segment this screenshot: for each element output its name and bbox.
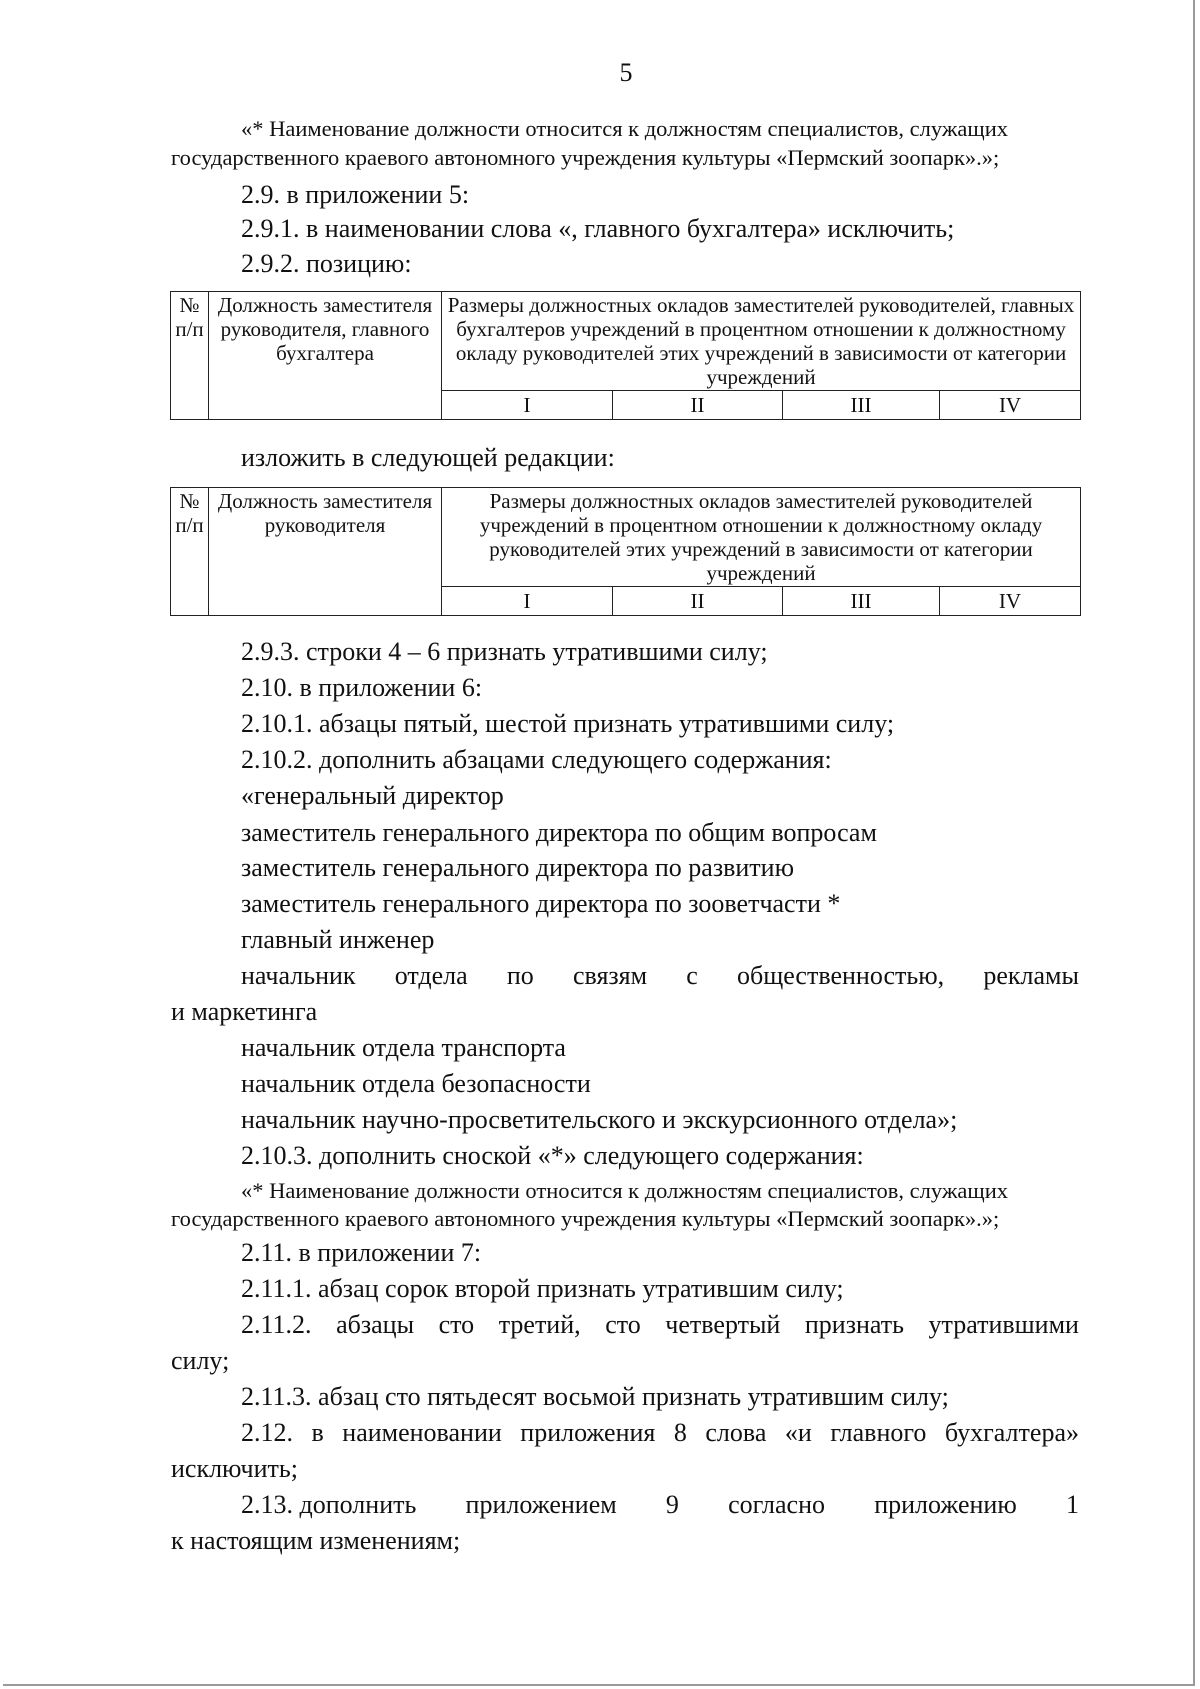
category-cell: III	[783, 587, 940, 616]
page-number: 5	[619, 58, 633, 87]
category-cell: IV	[940, 391, 1081, 420]
word: 9	[665, 1490, 679, 1519]
word: 1	[1066, 1490, 1079, 1519]
item-2-9-1: 2.9.1. в наименовании слова «, главного бухгалтера» исключить;	[241, 214, 955, 243]
position-line: «генеральный директор	[241, 781, 504, 810]
table-header-number: № п/п	[171, 488, 209, 616]
table-header-position: Должность заместителя руководителя	[209, 488, 442, 616]
table-header-salary-sizes: Размеры должностных окладов заместителей руководителей учреждений в процентном отношении к должностному окладу руководителей этих учреждений в зависимости от категории учреждений	[442, 488, 1081, 587]
item-2-11-3: 2.11.3. абзац сто пятьдесят восьмой признать утратившим силу;	[241, 1382, 949, 1411]
word: утратившими	[928, 1310, 1079, 1339]
position-line: заместитель генерального директора по развитию	[241, 853, 794, 882]
category-cell: IV	[940, 587, 1081, 616]
table-header-number: № п/п	[171, 292, 209, 420]
item-2-11-2-continued: силу;	[171, 1346, 230, 1375]
table-header-salary-sizes: Размеры должностных окладов заместителей руководителей, главных бухгалтеров учреждений в процентном отношении к должностному окладу руководителей этих учреждений в зависимости от категории учреждений	[442, 292, 1081, 391]
item-2-12	[241, 1418, 1079, 1448]
word: связям	[572, 961, 648, 990]
table-old-position	[170, 291, 1081, 420]
item-2-9-2: 2.9.2. позицию:	[241, 249, 412, 278]
position-line: начальник научно-просветительского и экскурсионного отдела»;	[241, 1105, 958, 1134]
word: признать	[804, 1310, 904, 1339]
item-2-11-2	[241, 1310, 1079, 1340]
footnote-line: «* Наименование должности относится к должностям специалистов, служащих	[241, 1178, 1008, 1203]
category-cell: III	[783, 391, 940, 420]
category-cell: I	[442, 587, 613, 616]
word: по	[506, 961, 534, 990]
word: 2.13. дополнить	[241, 1490, 417, 1519]
position-line-justified	[241, 961, 1079, 991]
word: приложением	[465, 1490, 617, 1519]
item-2-10: 2.10. в приложении 6:	[241, 673, 483, 702]
footnote-line: государственного краевого автономного учреждения культуры «Пермский зоопарк».»;	[171, 1206, 1000, 1231]
position-line: главный инженер	[241, 925, 435, 954]
item-2-10-2: 2.10.2. дополнить абзацами следующего содержания:	[241, 745, 832, 774]
word: слова	[705, 1418, 767, 1447]
item-2-10-3: 2.10.3. дополнить сноской «*» следующего содержания:	[241, 1141, 864, 1170]
word: сто	[605, 1310, 641, 1339]
category-cell: II	[613, 391, 783, 420]
word: третий,	[498, 1310, 581, 1339]
word: 2.11.2.	[241, 1310, 312, 1339]
word: начальник	[241, 961, 356, 990]
word: «и	[784, 1418, 812, 1447]
category-cell: I	[442, 391, 613, 420]
word: четвертый	[665, 1310, 781, 1339]
restate-instruction: изложить в следующей редакции:	[241, 443, 615, 472]
word: 8	[673, 1418, 687, 1447]
position-line: заместитель генерального директора по зооветчасти *	[241, 889, 841, 918]
word: рекламы	[983, 961, 1079, 990]
word: отдела	[394, 961, 468, 990]
item-2-11: 2.11. в приложении 7:	[241, 1238, 482, 1267]
item-2-10-1: 2.10.1. абзацы пятый, шестой признать утратившими силу;	[241, 709, 895, 738]
item-2-12-continued: исключить;	[171, 1454, 298, 1483]
footnote-line: государственного краевого автономного учреждения культуры «Пермский зоопарк».»;	[171, 145, 1000, 170]
table-new-position	[170, 487, 1081, 616]
word: общественностью,	[736, 961, 945, 990]
word: 2.12.	[241, 1418, 293, 1447]
word: абзацы	[336, 1310, 415, 1339]
position-line: заместитель генерального директора по общим вопросам	[241, 818, 877, 847]
word: приложения	[520, 1418, 656, 1447]
item-2-13-continued: к настоящим изменениям;	[171, 1526, 461, 1555]
footnote-line: «* Наименование должности относится к должностям специалистов, служащих	[241, 116, 1008, 141]
item-2-13	[241, 1490, 1079, 1520]
word: в	[311, 1418, 324, 1447]
table-header-position: Должность заместителя руководителя, главного бухгалтера	[209, 292, 442, 420]
word: с	[686, 961, 698, 990]
item-2-9: 2.9. в приложении 5:	[241, 180, 470, 209]
word: приложению	[874, 1490, 1017, 1519]
word: сто	[438, 1310, 475, 1339]
item-2-11-1: 2.11.1. абзац сорок второй признать утратившим силу;	[241, 1274, 844, 1303]
word: согласно	[728, 1490, 825, 1519]
position-line: начальник отдела транспорта	[241, 1033, 566, 1062]
item-2-9-3: 2.9.3. строки 4 – 6 признать утратившими силу;	[241, 637, 768, 666]
word: наименовании	[342, 1418, 502, 1447]
word: главного	[830, 1418, 927, 1447]
category-cell: II	[613, 587, 783, 616]
position-line: начальник отдела безопасности	[241, 1069, 591, 1098]
position-line-continued: и маркетинга	[171, 997, 318, 1026]
word: бухгалтера»	[944, 1418, 1079, 1447]
